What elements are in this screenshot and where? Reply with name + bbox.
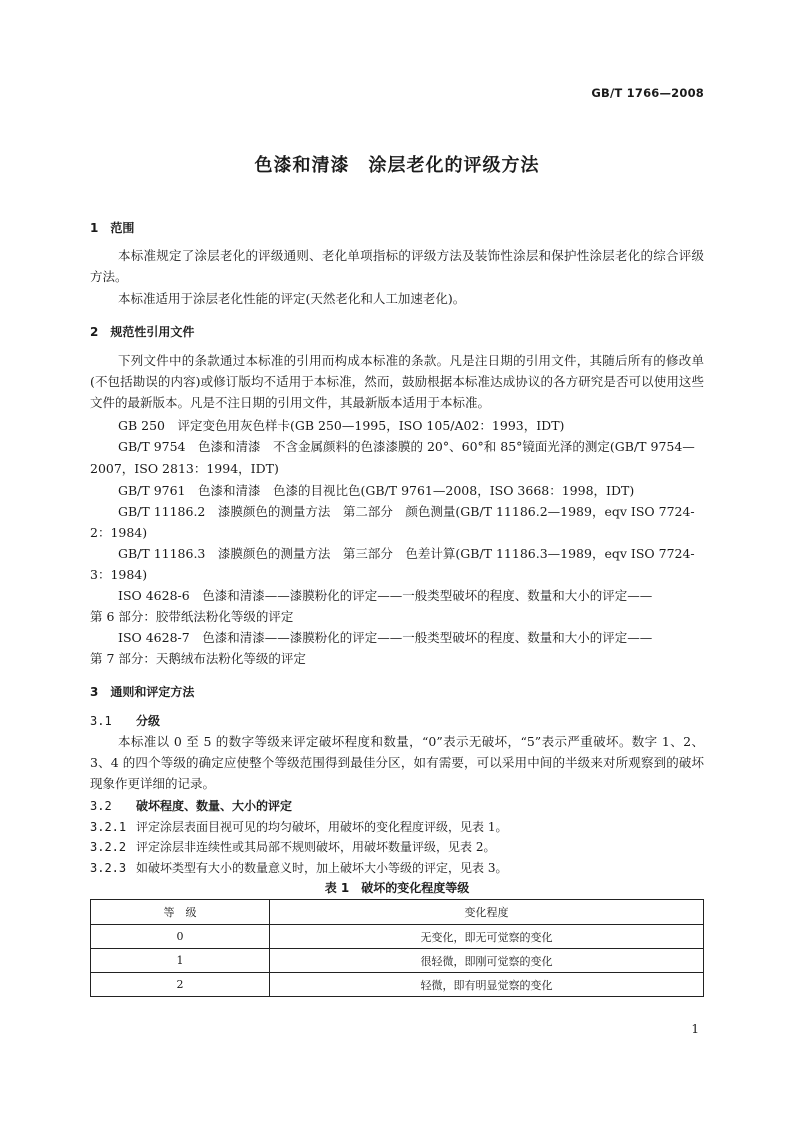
reference-gbt11186-3-cont: 3：1984) [90,567,148,582]
standard-code: GB/T 1766—2008 [591,86,704,100]
section-1-heading: 1 范围 [90,221,135,235]
table-1-caption: 表 1 破坏的变化程度等级 [324,881,470,895]
subsection-3-1-heading [90,712,160,729]
table-row [91,925,704,949]
degree-cell: 无变化，即无可觉察的变化 [270,925,704,949]
reference-gbt9754-cont: 2007，ISO 2813：1994，IDT) [90,461,279,476]
section-2-heading: 2 规范性引用文件 [90,325,195,339]
clause-text: 评定涂层非连续性或其局部不规则破坏，用破坏数量评级，见表 2。 [136,840,496,854]
degree-cell: 很轻微，即刚可觉察的变化 [270,949,704,973]
grade-cell: 0 [91,925,270,949]
page-number: 1 [691,1022,699,1036]
clause-3-2-2 [90,838,495,855]
subsection-number: 3.2 [90,799,112,813]
section-2-intro: 下列文件中的条款通过本标准的引用而构成本标准的条款。凡是注日期的引用文件，其随后所有的修改单(不包括勘误的内容)或修订版均不适用于本标准，然而，鼓励根据本标准达成协议的各方研究是否可以使用这些文件的最新版本。凡是不注日期的引用文件，其最新版本适用于本标准。 [90,353,704,410]
clause-3-2-1 [90,818,507,835]
reference-gbt9761: GB/T 9761 色漆和清漆 色漆的目视比色(GB/T 9761—2008，ISO 3668：1998，IDT) [118,483,635,498]
subsection-3-1-text: 本标准以 0 至 5 的数字等级来评定破坏程度和数量，“0”表示无破坏，“5”表示严重破坏。数字 1、2、3、4 的四个等级的确定应使整个等级范围得到最佳分区，如有需要，可以采用中间的半级来对所观察到的破坏现象作更详细的记录。 [90,734,704,791]
table-header-row [91,900,704,925]
column-header-degree: 变化程度 [270,900,704,925]
reference-gbt9754: GB/T 9754 色漆和清漆 不含金属颜料的色漆漆膜的 20°、60°和 85°镜面光泽的测定(GB/T 9754— [118,439,695,454]
section-1-paragraph-2: 本标准适用于涂层老化性能的评定(天然老化和人工加速老化)。 [118,291,466,306]
reference-gbt11186-3: GB/T 11186.3 漆膜颜色的测量方法 第三部分 色差计算(GB/T 11186.3—1989，eqv ISO 7724- [118,546,695,561]
reference-gbt11186-2: GB/T 11186.2 漆膜颜色的测量方法 第二部分 颜色测量(GB/T 11186.2—1989，eqv ISO 7724- [118,504,695,519]
grade-cell: 1 [91,949,270,973]
reference-iso4628-6: ISO 4628-6 色漆和清漆——漆膜粉化的评定——一般类型破坏的程度、数量和大小的评定—— [118,588,653,603]
clause-number: 3.2.3 [90,861,127,875]
degree-cell: 轻微，即有明显觉察的变化 [270,973,704,997]
reference-gbt11186-2-cont: 2：1984) [90,525,148,540]
section-1-paragraph-1: 本标准规定了涂层老化的评级通则、老化单项指标的评级方法及装饰性涂层和保护性涂层老化的综合评级方法。 [90,248,704,284]
clause-text: 如破坏类型有大小的数量意义时，加上破坏大小等级的评定，见表 3。 [136,861,508,875]
subsection-title: 分级 [136,714,161,728]
reference-gb250: GB 250 评定变色用灰色样卡(GB 250—1995，ISO 105/A02：1993，IDT) [118,418,565,433]
reference-iso4628-7-cont: 第 7 部分：天鹅绒布法粉化等级的评定 [90,651,306,666]
clause-number: 3.2.2 [90,840,127,854]
column-header-grade: 等 级 [91,900,270,925]
subsection-number: 3.1 [90,714,112,728]
table-row [91,949,704,973]
table-row [91,973,704,997]
section-3-heading: 3 通则和评定方法 [90,685,195,699]
clause-number: 3.2.1 [90,820,127,834]
subsection-title: 破坏程度、数量、大小的评定 [136,799,293,813]
clause-3-2-3 [90,859,507,876]
reference-iso4628-6-cont: 第 6 部分：胶带纸法粉化等级的评定 [90,609,294,624]
reference-iso4628-7: ISO 4628-7 色漆和清漆——漆膜粉化的评定——一般类型破坏的程度、数量和大小的评定—— [118,630,653,645]
table-1 [90,899,704,997]
clause-text: 评定涂层表面目视可见的均匀破坏，用破坏的变化程度评级，见表 1。 [136,820,508,834]
subsection-3-2-heading [90,797,292,814]
document-title: 色漆和清漆 涂层老化的评级方法 [254,155,540,176]
grade-cell: 2 [91,973,270,997]
